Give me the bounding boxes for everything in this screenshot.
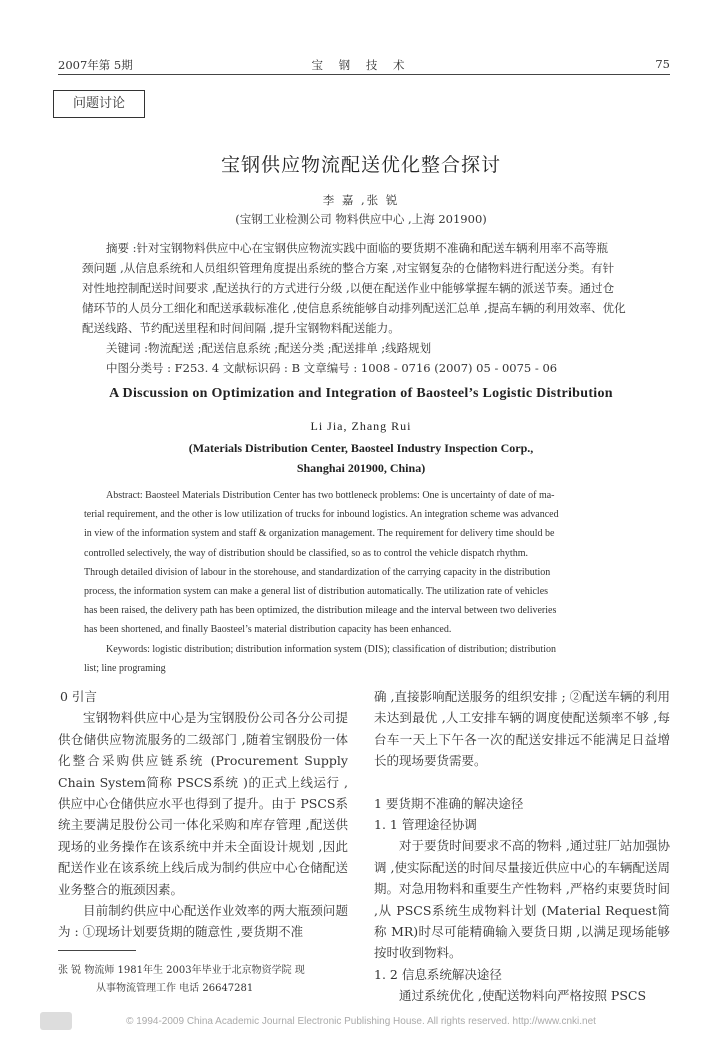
abstract-zh-line: 摘要 :针对宝钢物料供应中心在宝钢供应物流实践中面临的要货期不准确和配送车辆利用率不高等瓶 (106, 241, 609, 255)
section-heading-intro: 0 引言 (60, 689, 97, 704)
keywords-en: Keywords: logistic distribution; distribution information system (DIS); classification of distribution; distribution (106, 643, 556, 655)
header-issue: 2007年第 5期 (58, 58, 133, 72)
abstract-zh (82, 238, 670, 378)
abstract-zh-line: 颈问题 ,从信息系统和人员组织管理角度提出系统的整合方案 ,对宝钢复杂的仓储物料进行配送分类。有针 (82, 261, 615, 275)
keywords-zh: 关键词 :物流配送 ;配送信息系统 ;配送分类 ;配送排单 ;线路规划 (106, 341, 432, 355)
english-affiliation: (Materials Distribution Center, Baosteel Industry Inspection Corp., (188, 441, 534, 455)
paragraph-1-1: 对于要货时间要求不高的物料 ,通过驻厂站加强协调 ,使实际配送的时间尽量接近供应中心的车辆配送周期。对急用物料和重要生产性物料 ,严格约束要货时间 ,从 PSCS系统生成物料计划 (Material Request简称 MR)时尽可能精确输入要货日期 ,以满足现场能够按时收到物料。 (374, 838, 670, 961)
authors: 李 嘉 ,张 锐 (322, 193, 400, 207)
left-column (58, 686, 348, 943)
continued-paragraph: 确 ,直接影响配送服务的组织安排 ; ②配送车辆的利用未达到最优 ,人工安排车辆的调度使配送频率不够 ,每台车一天上下午各一次的配送安排远不能满足日益增长的现场要货需要。 (374, 689, 670, 769)
header-rule (58, 74, 670, 75)
abstract-en-line: has been shortened, and finally Baosteel’s material distribution capacity has been enhanced. (84, 624, 452, 636)
footnote-rule (58, 950, 136, 951)
abstract-en-line: has been raised, the delivery path has been optimized, the distribution mileage and the interval between two deliveries (84, 605, 557, 617)
paragraph-1-2: 通过系统优化 ,使配送物料向严格按照 PSCS (399, 988, 647, 1004)
subsection-heading-1-2: 1. 2 信息系统解决途径 (374, 966, 502, 982)
abstract-en-line: in view of the information system and staff & organization management. The requirement for delivery time should be (84, 528, 555, 540)
classification-zh: 中图分类号 : F253. 4 文献标识码 : B 文章编号 : 1008 - 0716 (2007) 05 - 0075 - 06 (106, 361, 558, 375)
intro-paragraph-1: 宝钢物料供应中心是为宝钢股份公司各分公司提供仓储供应物流服务的二级部门 ,随着宝钢股份一体化整合采购供应链系统 (Procurement Supply Chain System简称 PSCS系统 )的正式上线运行 ,供应中心仓储供应水平也得到了提升。由于 PSCS系统主要满足股份公司一体化采购和库存管理 ,配送供现场的业务操作在该系统中并未全面设计规划 ,因此配送作业在该系统上线后成为制约供应中心仓储配送业务整合的瓶颈因素。 (58, 710, 348, 897)
footnote (58, 962, 353, 998)
section-heading-1: 1 要货期不准确的解决途径 (374, 795, 524, 811)
affiliation: (宝钢工业检测公司 物料供应中心 ,上海 201900) (235, 212, 487, 226)
abstract-en-line: process, the information system can make a general list of distribution automatically. The utilization rate of vehicles (84, 586, 549, 598)
abstract-zh-line: 对性地控制配送时间要求 ,配送执行的方式进行分级 ,以便在配送作业中能够掌握车辆的派送节奏。通过仓 (82, 281, 615, 295)
abstract-en-line: Through detailed division of labour in the storehouse, and standardization of the carrying capacity in the distribution (84, 566, 551, 578)
right-column (374, 686, 670, 1007)
section-label: 问题讨论 (53, 90, 145, 118)
english-title: A Discussion on Optimization and Integration of Baosteel’s Logistic Distribution (109, 386, 613, 401)
english-authors: Li Jia, Zhang Rui (310, 419, 412, 433)
subsection-heading-1-1: 1. 1 管理途径协调 (374, 817, 477, 833)
header-journal: 宝 钢 技 术 (311, 58, 411, 72)
abstract-zh-line: 储环节的人员分工细化和配送承载标准化 ,使信息系统能够自动排列配送汇总单 ,提高车辆的利用效率、优化 (82, 301, 626, 315)
page-title: 宝钢供应物流配送优化整合探讨 (220, 154, 501, 176)
copyright-footer: © 1994-2009 China Academic Journal Electronic Publishing House. All rights reserved. http://www.cnki.net (126, 1016, 596, 1027)
abstract-zh-line: 配送线路、节约配送里程和时间间隔 ,提升宝钢物料配送能力。 (82, 321, 400, 335)
abstract-en-line: Abstract: Baosteel Materials Distribution Center has two bottleneck problems: One is uncertainty of date of ma- (106, 490, 555, 501)
intro-paragraph-2: 目前制约供应中心配送作业效率的两大瓶颈问题为 : ①现场计划要货期的随意性 ,要货期不准 (58, 903, 348, 940)
footnote-line: 张 锐 物流师 1981年生 2003年毕业于北京物资学院 现 (58, 965, 305, 976)
abstract-en-line: controlled selectively, the way of distribution should be classified, so as to control the vehicle dispatch rhythm. (84, 547, 528, 559)
english-affiliation-city: Shanghai 201900, China) (296, 461, 426, 475)
abstract-en (84, 486, 670, 678)
footnote-line: 从事物流管理工作 电话 26647281 (96, 983, 254, 994)
abstract-en-line: terial requirement, and the other is low utilization of trucks for inbound logistics. An integration scheme was advanced (84, 509, 559, 521)
keywords-en-cont: list; line programing (84, 662, 166, 674)
header-page-number: 75 (655, 57, 670, 71)
